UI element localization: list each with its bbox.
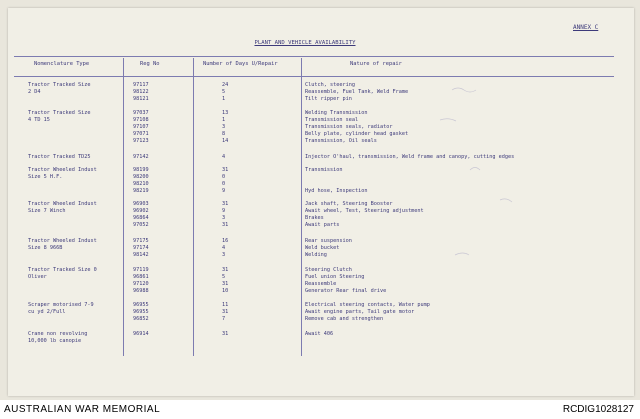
row-reg-no-line: 97037 (133, 110, 149, 116)
row-nomenclature-line: 2 D4 (28, 89, 41, 95)
row-reg-no-line: 97119 (133, 267, 149, 273)
row-repair-line: Await parts (305, 222, 340, 228)
row-days-line: 16 (222, 238, 229, 244)
row-reg-no-line: 98219 (133, 188, 149, 194)
row-days-line: 31 (222, 267, 229, 273)
row-reg-no-line: 98210 (133, 181, 149, 187)
row-days-line: 8 (222, 131, 226, 137)
row-nomenclature-line: Tractor Tracked TD25 (28, 154, 91, 160)
header-reg-no: Reg No (140, 61, 160, 67)
row-reg-no-line: 97175 (133, 238, 149, 244)
row-nomenclature-line: 10,000 lb canopie (28, 338, 82, 344)
row-days-line: 31 (222, 167, 229, 173)
row-days-line: 9 (222, 188, 226, 194)
row-repair-line: Await 406 (305, 331, 334, 337)
row-days-line: 31 (222, 222, 229, 228)
row-days-line: 3 (222, 252, 226, 258)
row-nomenclature-line: Size 8 966B (28, 245, 63, 251)
row-nomenclature-line: Tractor Tracked Size 0 (28, 267, 97, 273)
row-days-line: 31 (222, 281, 229, 287)
row-reg-no-line: 96914 (133, 331, 149, 337)
row-days-line: 31 (222, 201, 229, 207)
row-reg-no-line: 96955 (133, 309, 149, 315)
row-reg-no-line: 97071 (133, 131, 149, 137)
row-days-line: 31 (222, 309, 229, 315)
row-reg-no-line: 97108 (133, 117, 149, 123)
row-repair-line: Steering Clutch (305, 267, 352, 273)
row-reg-no-line: 96902 (133, 208, 149, 214)
row-repair-line: Transmission seals, radiator (305, 124, 393, 130)
row-repair-line: Fuel union Steering (305, 274, 365, 280)
row-nomenclature-line: Crane non revolving (28, 331, 88, 337)
row-repair-line: Await wheel, Test, Steering adjustment (305, 208, 424, 214)
row-repair-line: Electrical steering contacts, Water pump (305, 302, 430, 308)
row-repair-line: Remove cab and strengthen (305, 316, 384, 322)
row-nomenclature-line: Size 7 Winch (28, 208, 66, 214)
row-reg-no-line: 96903 (133, 201, 149, 207)
row-reg-no-line: 98200 (133, 174, 149, 180)
row-repair-line: Injector O'haul, transmission, Weld frame and canopy, cutting edges (305, 154, 515, 160)
row-repair-line: Rear suspension (305, 238, 352, 244)
row-repair-line: Brakes (305, 215, 324, 221)
row-days-line: 5 (222, 89, 226, 95)
row-repair-line: Clutch, steering (305, 82, 355, 88)
row-reg-no-line: 97117 (133, 82, 149, 88)
row-days-line: 7 (222, 316, 226, 322)
header-repair: Nature of repair (350, 61, 402, 67)
row-reg-no-line: 96988 (133, 288, 149, 294)
row-repair-line: Reassemble (305, 281, 337, 287)
row-days-line: 4 (222, 245, 226, 251)
document-title: PLANT AND VEHICLE AVAILABILITY (254, 40, 356, 46)
row-nomenclature-line: Tractor Wheeled Indust (28, 201, 97, 207)
row-nomenclature-line: Tractor Wheeled Indust (28, 167, 97, 173)
row-repair-line: Weld bucket (305, 245, 340, 251)
row-reg-no-line: 98122 (133, 89, 149, 95)
header-nomenclature: Nomenclature Type (34, 61, 90, 67)
row-days-line: 10 (222, 288, 229, 294)
row-days-line: 3 (222, 215, 226, 221)
row-days-line: 3 (222, 124, 226, 130)
row-nomenclature-line: Oliver (28, 274, 47, 280)
row-repair-line: Generator Rear final drive (305, 288, 387, 294)
row-repair-line: Jack shaft, Steering Booster (305, 201, 393, 207)
row-repair-line: Transmission, Oil seals (305, 138, 377, 144)
header-days: Number of Days U/Repair (203, 61, 278, 67)
row-reg-no-line: 96861 (133, 274, 149, 280)
archive-name: AUSTRALIAN WAR MEMORIAL (4, 404, 161, 415)
row-days-line: 1 (222, 96, 226, 102)
row-nomenclature-line: Size 5 H.F. (28, 174, 63, 180)
row-reg-no-line: 96955 (133, 302, 149, 308)
row-repair-line: Await engine parts, Tail gate motor (305, 309, 415, 315)
row-days-line: 0 (222, 174, 226, 180)
row-repair-line: Reassemble, Fuel Tank, Weld Frame (305, 89, 409, 95)
row-days-line: 11 (222, 302, 229, 308)
row-reg-no-line: 97174 (133, 245, 149, 251)
row-days-line: 13 (222, 110, 229, 116)
row-repair-line: Transmission seal (305, 117, 359, 123)
row-days-line: 31 (222, 331, 229, 337)
row-nomenclature-line: Tractor Tracked Size (28, 110, 91, 116)
row-repair-line: Welding (305, 252, 327, 258)
row-days-line: 4 (222, 154, 226, 160)
row-repair-line: Welding Transmission (305, 110, 368, 116)
archive-id: RCDIG1028127 (562, 404, 634, 415)
row-days-line: 0 (222, 181, 226, 187)
archive-footer (0, 400, 640, 419)
row-nomenclature-line: Tractor Tracked Size (28, 82, 91, 88)
row-reg-no-line: 98121 (133, 96, 149, 102)
row-days-line: 5 (222, 274, 226, 280)
row-days-line: 9 (222, 208, 226, 214)
row-reg-no-line: 97120 (133, 281, 149, 287)
row-reg-no-line: 97052 (133, 222, 149, 228)
row-reg-no-line: 97123 (133, 138, 149, 144)
row-reg-no-line: 98199 (133, 167, 149, 173)
row-days-line: 14 (222, 138, 229, 144)
row-repair-line: Tilt ripper pin (305, 96, 352, 102)
row-repair-line: Transmission (305, 167, 343, 173)
row-repair-line: Belly plate, cylinder head gasket (305, 131, 409, 137)
row-repair-line: Hyd hose, Inspection (305, 188, 368, 194)
row-reg-no-line: 97142 (133, 154, 149, 160)
row-nomenclature-line: Scraper motorised 7-9 (28, 302, 94, 308)
row-nomenclature-line: Tractor Wheeled Indust (28, 238, 97, 244)
row-reg-no-line: 98142 (133, 252, 149, 258)
row-reg-no-line: 96852 (133, 316, 149, 322)
row-reg-no-line: 96864 (133, 215, 149, 221)
row-nomenclature-line: cu yd 2/Full (28, 309, 66, 315)
row-reg-no-line: 97107 (133, 124, 149, 130)
row-days-line: 24 (222, 82, 229, 88)
annex-label: ANNEX C (573, 24, 599, 31)
row-nomenclature-line: 4 TD 15 (28, 117, 50, 123)
row-days-line: 1 (222, 117, 226, 123)
